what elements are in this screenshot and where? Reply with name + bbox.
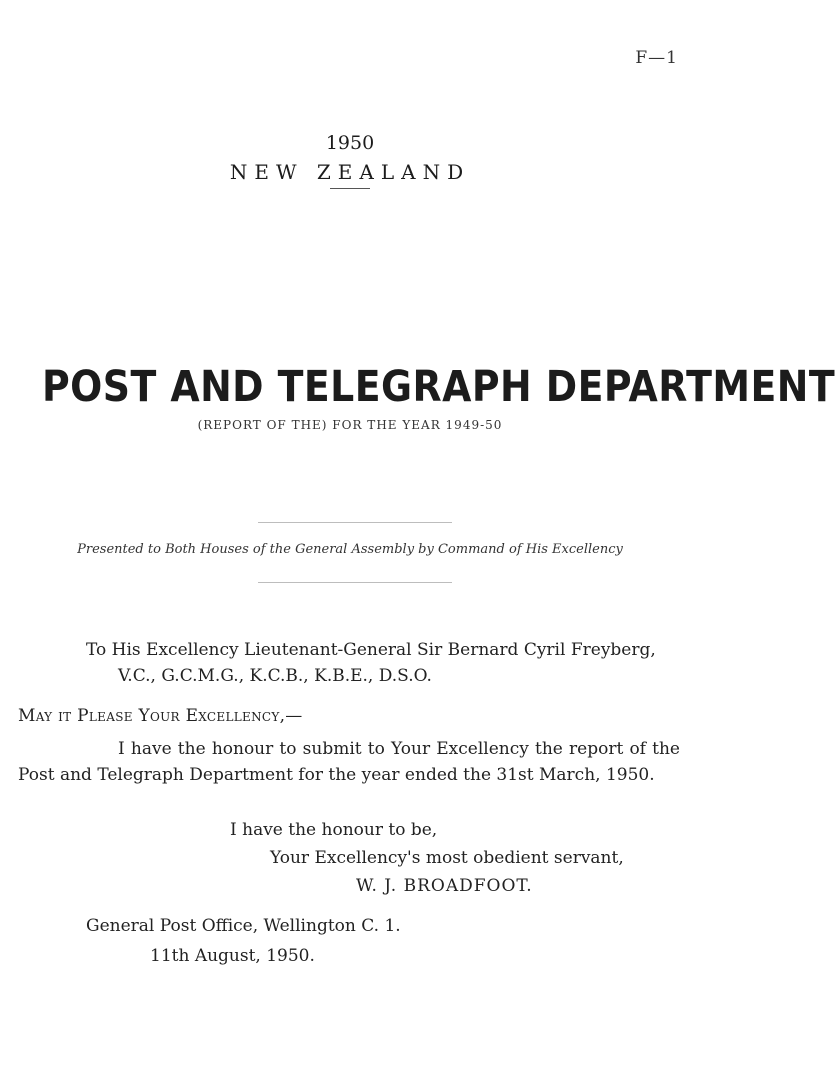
presented-statement: Presented to Both Houses of the General Assembly by Command of His Excellency xyxy=(77,542,623,557)
department-title: POST AND TELEGRAPH DEPARTMENT xyxy=(42,362,835,412)
address-line-1: To His Excellency Lieutenant-General Sir Bernard Cyril Freyberg, xyxy=(86,640,656,660)
closing-line-2: Your Excellency's most obedient servant, xyxy=(270,848,624,868)
letter-body: I have the honour to submit to Your Excellency the report of the Post and Telegraph Department for the year ended the 31st March, 1950. xyxy=(18,739,680,785)
closing-line-1: I have the honour to be, xyxy=(230,820,438,840)
header-divider xyxy=(330,188,370,189)
letter-date: 11th August, 1950. xyxy=(150,946,315,966)
sender-place: General Post Office, Wellington C. 1. xyxy=(86,916,401,936)
report-year: 1950 xyxy=(325,132,375,154)
presented-bottom-divider xyxy=(258,582,452,583)
address-line-2: V.C., G.C.M.G., K.C.B., K.B.E., D.S.O. xyxy=(118,666,432,686)
page-reference: F—1 xyxy=(635,48,678,68)
salutation: May it Please Your Excellency,— xyxy=(18,706,303,726)
report-subtitle: (REPORT OF THE) FOR THE YEAR 1949-50 xyxy=(197,418,503,432)
country-name: NEW ZEALAND xyxy=(229,160,471,184)
signature: W. J. BROADFOOT. xyxy=(356,876,533,896)
presented-top-divider xyxy=(258,522,452,523)
